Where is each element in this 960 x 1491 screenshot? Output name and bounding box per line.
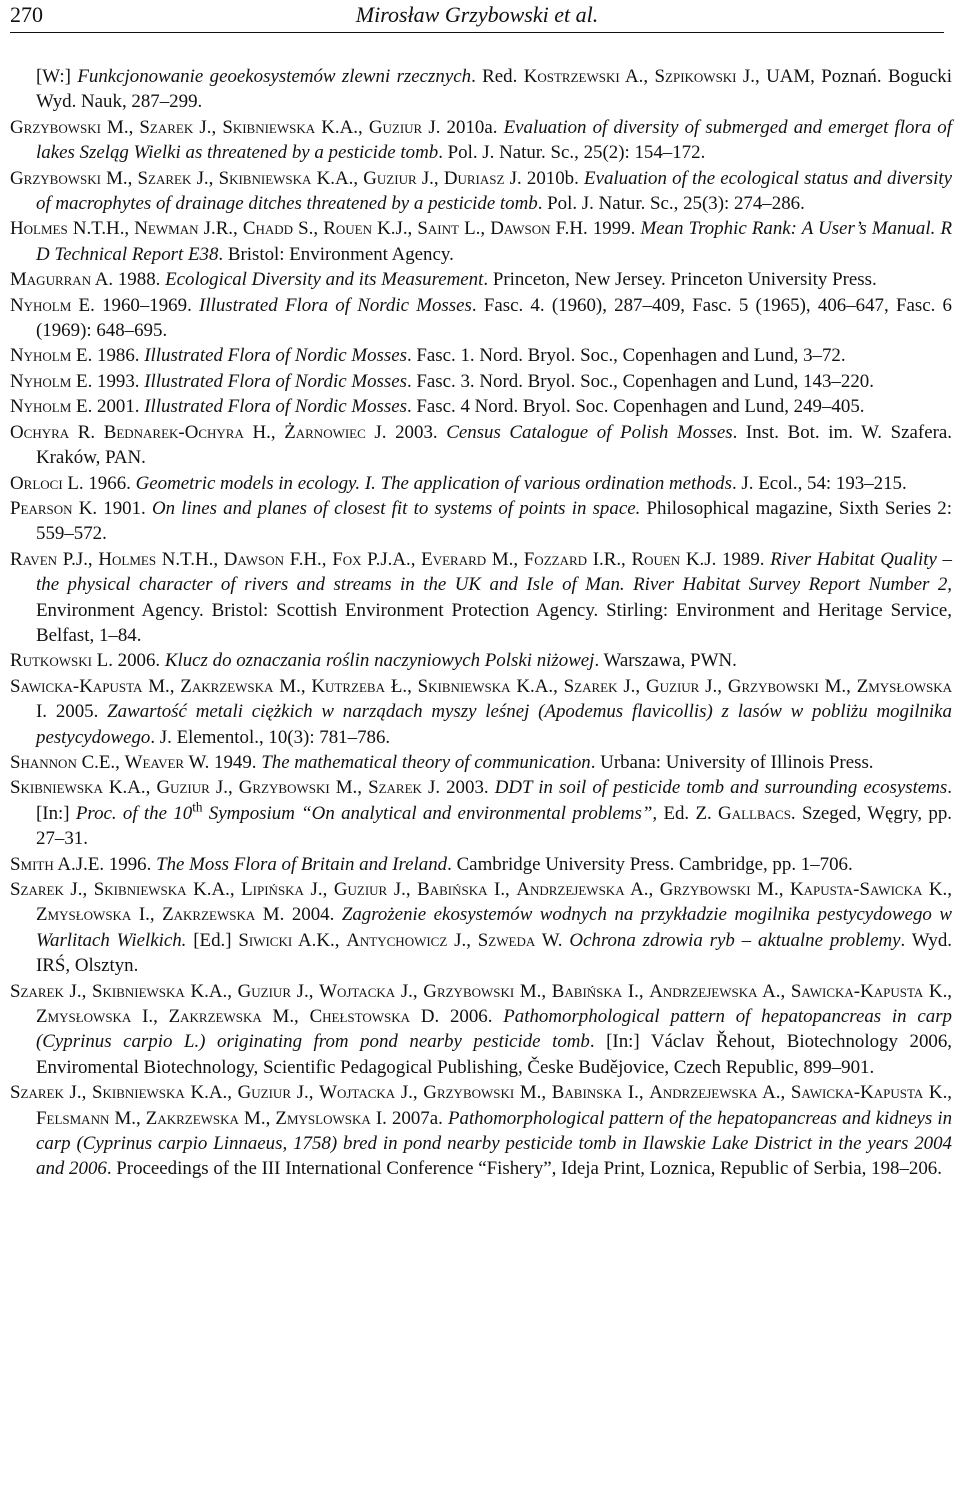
reference-text: J.,: [193, 116, 223, 138]
reference-text: L.,: [458, 218, 491, 240]
reference-text: A.,: [757, 1082, 791, 1104]
author-name: Szarek: [10, 980, 64, 1002]
reference-text: K. 1901.: [72, 497, 152, 519]
reference-text: J.,: [617, 675, 646, 697]
reference-text: P.J.A.,: [361, 548, 422, 570]
author-name: Wojtacka: [319, 1082, 396, 1104]
reference-text: A.J.E. 1996.: [53, 853, 157, 875]
author-name: Babińska: [551, 980, 623, 1002]
author-name: Gallbacs: [718, 802, 791, 824]
reference-text: I. 2007a.: [370, 1107, 448, 1129]
reference-text: K.A.,: [184, 1082, 238, 1104]
author-name: Rouen: [323, 218, 372, 240]
author-name: Guziur: [363, 167, 417, 189]
reference-text: Ł.,: [384, 675, 418, 697]
reference-text: J. 2003.: [421, 777, 495, 799]
author-name: Grzybowski: [423, 1082, 515, 1104]
reference-entry: [10, 369, 952, 394]
work-title: Evaluation of diversity of submerged and emerget flora of lakes Szeląg Wielki as threatened by a pesticide tomb: [36, 116, 952, 164]
reference-entry: [10, 1080, 952, 1182]
reference-text: E. 1993.: [71, 370, 145, 392]
reference-text: J.,: [395, 980, 424, 1002]
reference-text: M. 2004.: [255, 904, 342, 926]
reference-text: J.,: [387, 879, 418, 900]
author-name: Kutrzeba: [311, 675, 385, 697]
author-name: Kostrzewski: [523, 66, 620, 87]
reference-text: J.,: [63, 1082, 92, 1104]
work-title: Illustrated Flora of Nordic Mosses: [144, 370, 407, 392]
reference-text: M.,: [486, 548, 524, 570]
reference-text: M.,: [750, 879, 790, 900]
author-name: Szarek: [10, 879, 64, 900]
author-name: Żarnowiec: [284, 421, 366, 443]
author-name: Orloci: [10, 472, 63, 494]
reference-text: I.,: [131, 1006, 169, 1028]
author-name: Saint: [417, 218, 459, 240]
author-name: Guziur: [237, 980, 291, 1002]
reference-text: M.,: [261, 1006, 310, 1028]
reference-text: I.,: [622, 1082, 650, 1104]
author-name: Zmyslowska: [275, 1107, 371, 1129]
reference-text: . [In:]: [36, 777, 952, 824]
reference-text: E. 1960–1969.: [71, 294, 200, 316]
work-title: Pathomorphological pattern of the hepatopancreas and kidneys in carp (Cyprinus carpio Linnaeus, 1758) bred in pond nearby pesticide tomb in Ilawskie Lake District in the years 2004 and 2006: [36, 1107, 953, 1180]
work-title: Ecological Diversity and its Measurement: [165, 269, 484, 291]
reference-text: . J. Ecol., 54: 193–215.: [731, 472, 907, 494]
author-name: Fox: [332, 548, 362, 570]
author-name: Magurran: [10, 269, 92, 291]
author-name: Shannon: [10, 751, 77, 773]
reference-text: P.J.,: [57, 548, 99, 570]
reference-text: K.,: [923, 1082, 953, 1104]
work-title: Evaluation of the ecological status and diversity of macrophytes of drainage ditches threatened by a pesticide tomb: [36, 167, 952, 215]
author-name: Nyholm: [10, 396, 72, 418]
reference-text: K.A.,: [184, 980, 238, 1002]
reference-text: . Pol. J. Natur. Sc., 25(3): 274–286.: [537, 193, 805, 215]
reference-text: . Proceedings of the III International Conference “Fishery”, Ideja Print, Loznica, Republic of Serbia, 198–206.: [106, 1158, 942, 1180]
work-title: The mathematical theory of communication: [261, 751, 591, 773]
author-name: Zakrzewska: [180, 675, 274, 697]
reference-text: M.,: [142, 675, 181, 697]
author-name: Holmes: [98, 548, 157, 570]
author-name: Skibniewska: [218, 167, 312, 189]
reference-text: I. 2005.: [36, 701, 108, 723]
reference-text: K.A.,: [510, 675, 564, 697]
work-title: Census Catalogue of Polish Mosses: [446, 421, 733, 443]
work-title: Illustrated Flora of Nordic Mosses: [144, 345, 407, 367]
reference-text: J.R.,: [198, 218, 243, 240]
reference-text: . Wyd. IRŚ, Olsztyn.: [36, 929, 953, 977]
work-title: Mean Trophic Rank: A User’s Manual. R D Technical Report E38: [36, 218, 952, 265]
reference-text: [W:]: [36, 66, 78, 87]
author-name: Zmysłowska: [36, 904, 132, 926]
work-title: Funkcjonowanie geoekosystemów zlewni rzecznych: [77, 66, 472, 87]
work-title: Zawartość metali ciężkich w narządach myszy leśnej (Apodemus flavicollis) z lasów w pobliżu mogilnika pestycydowego: [36, 701, 953, 748]
reference-text: W. 1949.: [184, 751, 262, 773]
reference-entry: [10, 648, 952, 673]
reference-text: L. 1966.: [62, 472, 136, 494]
author-name: Dawson: [490, 218, 551, 240]
reference-text: J.,: [291, 980, 320, 1002]
reference-text: Ed. Z.: [657, 802, 719, 824]
reference-entry: [10, 267, 952, 292]
reference-entry: [10, 166, 952, 217]
reference-text: H.,: [243, 421, 285, 443]
reference-text: . Warszawa, PWN.: [594, 650, 737, 672]
work-title: Illustrated Flora of Nordic Mosses: [199, 294, 472, 316]
running-title: Mirosław Grzybowski et al.: [355, 2, 599, 27]
reference-entry: [10, 115, 952, 166]
author-name: Guziur: [368, 116, 423, 138]
header-rule: [10, 32, 944, 33]
reference-entry: [10, 750, 952, 775]
reference-entry: [10, 293, 952, 344]
reference-text: J.,: [63, 980, 92, 1002]
work-title: Symposium “On analytical and environmental problems”,: [202, 802, 658, 824]
reference-text: . Fasc. 4 Nord. Bryol. Soc. Copenhagen and Lund, 249–405.: [406, 396, 865, 418]
reference-text: J. 2010b.: [504, 167, 585, 189]
reference-text: K.A.,: [311, 167, 364, 189]
author-name: Skibniewska: [93, 879, 187, 900]
author-name: Weaver: [124, 751, 185, 773]
author-name: Nyholm: [10, 294, 72, 316]
reference-entry: [10, 64, 952, 115]
reference-text: . Fasc. 3. Nord. Bryol. Soc., Copenhagen and Lund, 143–220.: [406, 370, 874, 392]
reference-text: K.A.,: [315, 116, 369, 138]
author-name: Szarek: [368, 777, 422, 799]
reference-entry: [10, 877, 952, 979]
author-name: Skibniewska: [10, 777, 103, 799]
author-name: Smith: [10, 853, 54, 875]
author-name: Zmysłowska: [856, 675, 953, 697]
reference-text: J.,: [191, 167, 219, 189]
reference-text: J.,: [395, 1082, 424, 1104]
author-name: Skibniewska: [91, 980, 185, 1002]
work-title: Geometric models in ecology. I. The application of various ordination methods: [135, 472, 732, 494]
reference-list: [10, 64, 952, 1182]
reference-text: . Red.: [471, 66, 524, 87]
reference-entry: [10, 852, 952, 877]
reference-text: M.,: [100, 116, 140, 138]
author-name: Szweda: [477, 929, 536, 951]
work-title: Klucz do oznaczania roślin naczyniowych Polski niżowej: [164, 650, 595, 672]
author-name: Newman: [134, 218, 199, 240]
reference-text: K.,: [922, 879, 952, 900]
author-name: Babińska: [417, 879, 488, 900]
reference-text: J. 2003.: [365, 421, 447, 443]
work-title: Pathomorphological pattern of hepatopancreas in carp (Cyprinus carpio L.) originating from pond nearby pesticide tomb: [36, 1006, 953, 1053]
author-name: Grzybowski: [10, 116, 101, 138]
reference-text: M.,: [818, 675, 857, 697]
author-name: Antychowicz: [346, 929, 448, 951]
reference-text: Philosophical magazine, Sixth Series 2: 559–572.: [36, 497, 952, 545]
reference-text: E. 1986.: [71, 345, 145, 367]
reference-text: . J. Elementol., 10(3): 781–786.: [150, 726, 391, 748]
reference-text: D. 2006.: [410, 1006, 504, 1028]
reference-text: th: [192, 799, 203, 815]
reference-text: I.,: [487, 879, 517, 900]
author-name: Holmes: [10, 218, 68, 240]
author-name: Sawicka-Kapusta: [790, 1082, 924, 1104]
work-title: Zagrożenie ekosystemów wodnych na przykładzie mogilnika pestycydowego w Warlitach Wielkich.: [36, 904, 952, 951]
reference-text: J., UAM, Poznań. Bogucki Wyd. Nauk, 287–299.: [36, 66, 952, 113]
author-name: Grzybowski: [659, 879, 751, 900]
reference-entry: [10, 471, 952, 496]
author-name: Guziur: [645, 675, 700, 697]
reference-text: Environment Agency. Bristol: Scottish Environment Protection Agency. Stirling: Environment and Heritage Service, Belfast, 1–84.: [36, 599, 952, 646]
author-name: Grzybowski: [423, 980, 515, 1002]
reference-text: M.,: [273, 675, 312, 697]
author-name: Nyholm: [10, 345, 72, 367]
author-name: Szarek: [563, 675, 618, 697]
author-name: Andrzejewska: [649, 980, 758, 1002]
author-name: Skibniewska: [417, 675, 511, 697]
reference-text: A.,: [624, 879, 660, 900]
reference-text: M.,: [109, 1107, 146, 1129]
author-name: Szarek: [10, 1082, 64, 1104]
reference-entry: [10, 496, 952, 547]
reference-text: . Bristol: Environment Agency.: [218, 243, 454, 265]
reference-text: M.,: [514, 1082, 552, 1104]
author-name: Lipińska: [241, 879, 304, 900]
reference-text: S.,: [293, 218, 324, 240]
author-name: Rutkowski: [10, 650, 92, 672]
reference-text: N.T.H.,: [67, 218, 135, 240]
reference-entry: [10, 979, 952, 1081]
reference-text: K.J. 1989.: [680, 548, 771, 570]
work-title: On lines and planes of closest fit to systems of points in space.: [151, 497, 641, 519]
reference-text: M.,: [514, 980, 552, 1002]
reference-text: [Ed.]: [186, 929, 239, 951]
author-name: Bednarek-Ochyra: [103, 421, 244, 443]
reference-text: . Fasc. 4. (1960), 287–409, Fasc. 5 (1965), 406–647, Fasc. 6 (1969): 648–695.: [36, 294, 952, 342]
work-title: Proc. of the 10: [75, 802, 193, 824]
work-title: The Moss Flora of Britain and Ireland: [156, 853, 448, 875]
author-name: Wojtacka: [319, 980, 396, 1002]
author-name: Rouen: [631, 548, 681, 570]
reference-text: J.,: [291, 1082, 320, 1104]
author-name: Szarek: [139, 116, 194, 138]
author-name: Babinska: [551, 1082, 623, 1104]
reference-text: J. 2010a.: [422, 116, 504, 138]
reference-text: R.: [69, 421, 104, 443]
reference-text: J.,: [699, 675, 728, 697]
reference-entry: [10, 216, 952, 267]
author-name: Duriasz: [443, 167, 505, 189]
author-name: Guziur: [333, 879, 388, 900]
author-name: Nyholm: [10, 370, 72, 392]
work-title: Illustrated Flora of Nordic Mosses: [144, 396, 407, 418]
reference-text: J.,: [303, 879, 334, 900]
author-name: Guziur: [156, 777, 210, 799]
reference-text: . Fasc. 1. Nord. Bryol. Soc., Copenhagen and Lund, 3–72.: [406, 345, 846, 367]
work-title: DDT in soil of pesticide tomb and surrounding ecosystems: [494, 777, 948, 799]
reference-text: K.A.,: [102, 777, 157, 799]
reference-text: I.,: [622, 980, 650, 1002]
reference-text: F.H.,: [284, 548, 333, 570]
reference-text: F.H. 1999.: [550, 218, 641, 240]
reference-entry: [10, 775, 952, 851]
author-name: Guziur: [237, 1082, 291, 1104]
reference-text: . Cambridge University Press. Cambridge, pp. 1–706.: [447, 853, 853, 875]
author-name: Chadd: [242, 218, 294, 240]
author-name: Dawson: [223, 548, 285, 570]
reference-text: I.R.,: [587, 548, 632, 570]
author-name: Szpikowski: [654, 66, 737, 87]
author-name: Zmysłowska: [36, 1006, 132, 1028]
reference-entry: [10, 343, 952, 368]
author-name: Zakrzewska: [168, 1006, 262, 1028]
reference-entry: [10, 420, 952, 471]
author-name: Sawicka-Kapusta: [790, 980, 924, 1002]
author-name: Andrzejewska: [516, 879, 625, 900]
work-title: Ochrona zdrowia ryb – aktualne problemy: [569, 929, 901, 951]
reference-text: . Princeton, New Jersey. Princeton University Press.: [483, 269, 877, 291]
reference-text: A.K.,: [292, 929, 347, 951]
reference-entry: [10, 394, 952, 419]
reference-text: . Pol. J. Natur. Sc., 25(2): 154–172.: [438, 142, 706, 164]
reference-text: J.,: [416, 167, 444, 189]
work-title: River Habitat Quality – the physical character of rivers and streams in the UK and Isle of Man. River Habitat Survey Report Number 2,: [36, 548, 952, 596]
author-name: Skibniewska: [222, 116, 316, 138]
author-name: Skibniewska: [91, 1082, 185, 1104]
reference-text: N.T.H.,: [156, 548, 224, 570]
reference-entry: [10, 674, 952, 750]
reference-text: M.,: [329, 777, 369, 799]
author-name: Sawicka-Kapusta: [10, 675, 143, 697]
reference-text: K.A.,: [186, 879, 242, 900]
reference-text: L. 2006.: [91, 650, 165, 672]
reference-text: J.,: [209, 777, 239, 799]
author-name: Zakrzewska: [145, 1107, 239, 1129]
reference-text: K.,: [923, 980, 953, 1002]
reference-text: . Inst. Bot. im. W. Szafera. Kraków, PAN.: [36, 421, 952, 469]
author-name: Kapusta-Sawicka: [789, 879, 923, 900]
author-name: Szarek: [137, 167, 192, 189]
reference-text: C.E.,: [76, 751, 125, 773]
reference-entry: [10, 547, 952, 649]
author-name: Felsmann: [36, 1107, 110, 1129]
author-name: Everard: [421, 548, 487, 570]
author-name: Chełstowska: [309, 1006, 411, 1028]
author-name: Grzybowski: [10, 167, 101, 189]
author-name: Ochyra: [10, 421, 70, 443]
author-name: Siwicki: [238, 929, 293, 951]
reference-text: E. 2001.: [71, 396, 145, 418]
reference-text: . Urbana: University of Illinois Press.: [590, 751, 874, 773]
reference-text: A. 1988.: [91, 269, 166, 291]
reference-text: A.,: [757, 980, 791, 1002]
reference-text: . [In:] Václav Řehout, Biotechnology 2006, Enviromental Biotechnology, Scientific Pedagogical Publishing, Česke Budějovice, Czech Republic, 899–901.: [36, 1031, 952, 1078]
reference-text: M.,: [100, 167, 138, 189]
reference-text: J.,: [63, 879, 94, 900]
page-number: 270: [10, 2, 43, 27]
reference-text: J.,: [447, 929, 478, 951]
reference-text: I.,: [131, 904, 163, 926]
author-name: Fozzard: [523, 548, 588, 570]
reference-text: M.,: [238, 1107, 276, 1129]
author-name: Andrzejewska: [649, 1082, 758, 1104]
author-name: Raven: [10, 548, 58, 570]
reference-text: W.: [535, 929, 570, 951]
reference-text: A.,: [619, 66, 655, 87]
author-name: Grzybowski: [238, 777, 330, 799]
reference-text: K.J.,: [371, 218, 418, 240]
author-name: Pearson: [10, 497, 73, 519]
reference-text: . Szeged, Węgry, pp. 27–31.: [36, 802, 953, 850]
page-header: [10, 0, 944, 30]
author-name: Grzybowski: [727, 675, 819, 697]
author-name: Zakrzewska: [162, 904, 256, 926]
